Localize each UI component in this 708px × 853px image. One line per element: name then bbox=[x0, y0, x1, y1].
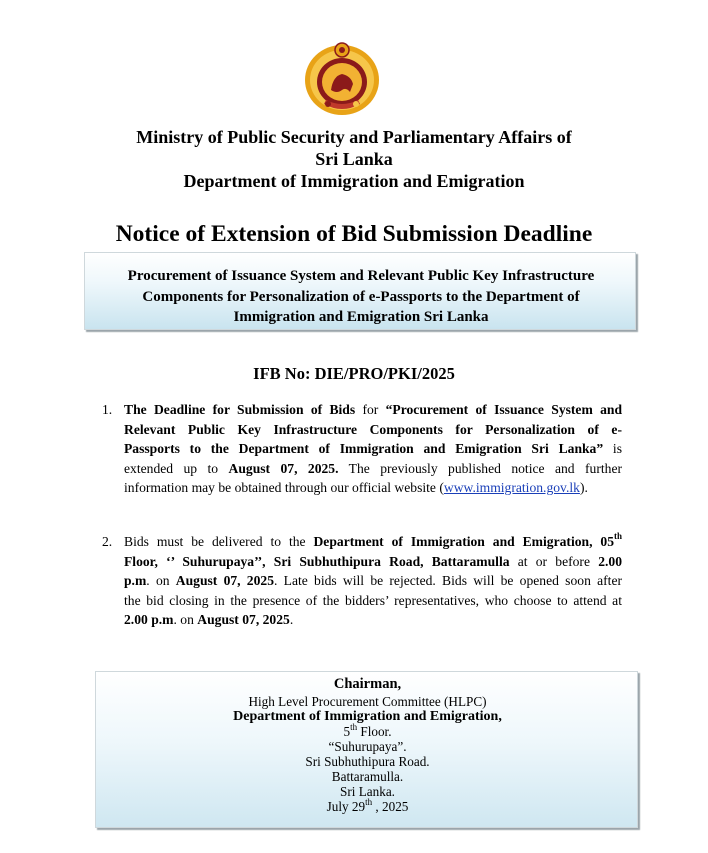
text-run: , 2025 bbox=[372, 799, 409, 814]
address-country: Sri Lanka. bbox=[340, 784, 395, 799]
text-line: the bid closing in the presence of the bidders’ representatives, who choose to attend at bbox=[124, 592, 622, 608]
deadline-date: August 07, 2025. bbox=[228, 460, 339, 476]
text-run: for bbox=[355, 402, 386, 417]
text-run: . bbox=[289, 612, 294, 627]
closing-time-pm: p.m bbox=[124, 573, 147, 588]
opening-date: August 07, 2025 bbox=[197, 612, 290, 627]
department-line: Department of Immigration and Emigration bbox=[183, 171, 525, 191]
paragraph-2 bbox=[102, 532, 624, 632]
superscript: th bbox=[365, 796, 373, 807]
text-run: ). bbox=[579, 480, 588, 495]
closing-date: August 07, 2025 bbox=[175, 573, 274, 588]
text-run: July 29 bbox=[326, 799, 366, 814]
signatory-title: Chairman, bbox=[333, 676, 402, 692]
ifb-number: IFB No: DIE/PRO/PKI/2025 bbox=[253, 364, 455, 383]
website-link[interactable]: www.immigration.gov.lk bbox=[443, 480, 580, 495]
text-line: Relevant Public Key Infrastructure Components for Personalization of e- bbox=[124, 421, 622, 437]
address-floor bbox=[96, 721, 639, 739]
ministry-line: Ministry of Public Security and Parliamentary Affairs of bbox=[136, 127, 572, 147]
superscript: th bbox=[614, 531, 623, 542]
ministry-header bbox=[0, 126, 708, 192]
paragraph-2-number: 2. bbox=[102, 534, 113, 549]
text-run: 5 bbox=[343, 724, 351, 739]
superscript: th bbox=[350, 721, 358, 732]
procurement-line-2: Components for Personalization of e-Passports to the Department of bbox=[142, 289, 580, 305]
text-run: . on bbox=[146, 573, 176, 588]
country-line: Sri Lanka bbox=[315, 149, 393, 169]
procurement-quote-end: Passports to the Department of Immigration and Emigration Sri Lanka” bbox=[124, 441, 604, 456]
text-run: at or before bbox=[509, 553, 599, 569]
opening-time: 2.00 p.m bbox=[124, 612, 174, 627]
text-run: . Late bids will be rejected. Bids will be opened soon after bbox=[274, 573, 622, 588]
paragraph-1 bbox=[102, 400, 624, 500]
paragraph-1-number: 1. bbox=[102, 402, 113, 417]
procurement-line-1: Procurement of Issuance System and Relevant Public Key Infrastructure bbox=[127, 268, 595, 284]
delivery-address: Department of Immigration and Emigration, 05 bbox=[313, 534, 614, 549]
address-building: “Suhurupaya”. bbox=[328, 739, 407, 754]
notice-title: Notice of Extension of Bid Submission Deadline bbox=[115, 221, 593, 247]
sri-lanka-national-emblem-icon bbox=[302, 40, 382, 116]
text-run: Bids must be delivered to the bbox=[124, 534, 314, 549]
procurement-quote: “Procurement of Issuance System and bbox=[385, 402, 623, 417]
address-road: Sri Subhuthipura Road. bbox=[305, 754, 430, 769]
text-run: Floor. bbox=[357, 724, 392, 739]
signature-block bbox=[95, 671, 638, 828]
text-run: information may be obtained through our official website ( bbox=[124, 480, 444, 495]
text-run: The previously published notice and further bbox=[338, 460, 623, 476]
department-name: Department of Immigration and Emigration, bbox=[233, 709, 502, 724]
procurement-title-box bbox=[84, 252, 636, 330]
delivery-address-cont: Floor, ‘’ Suhurupaya’’, Sri Subhuthipura Road, Battaramulla bbox=[124, 553, 510, 569]
procurement-line-3: Immigration and Emigration Sri Lanka bbox=[233, 309, 489, 325]
committee-name: High Level Procurement Committee (HLPC) bbox=[248, 694, 487, 709]
text-run: . on bbox=[173, 612, 198, 627]
signature-date bbox=[96, 796, 639, 814]
text-run: is bbox=[603, 441, 622, 456]
address-town: Battaramulla. bbox=[331, 769, 404, 784]
closing-time: 2.00 bbox=[598, 553, 622, 569]
deadline-label: The Deadline for Submission of Bids bbox=[124, 402, 356, 417]
text-run: extended up to bbox=[124, 460, 229, 476]
